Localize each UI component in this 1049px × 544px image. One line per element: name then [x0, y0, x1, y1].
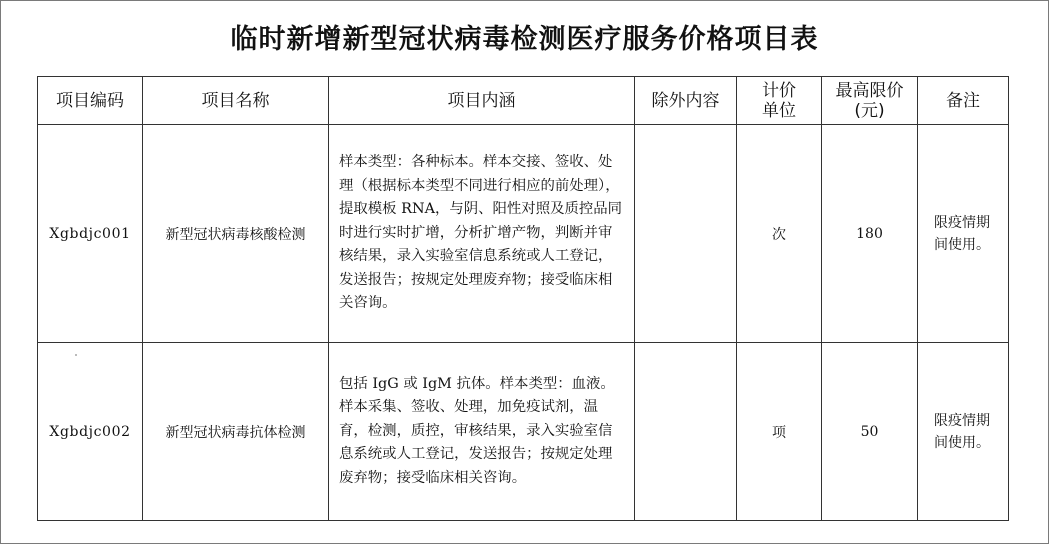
cell-content: 样本类型：各种标本。样本交接、签收、处理（根据标本类型不同进行相应的前处理），提取模板 RNA，与阴、阳性对照及质控品同时进行实时扩增，分析扩增产物，判断并审核结果，录入实验室信息系统或人工登记，发送报告；按规定处理废弃物；接受临床相关咨询。 — [329, 125, 635, 343]
cell-remark — [918, 343, 1009, 521]
price-table — [37, 76, 1009, 521]
cell-remark-line1: 限疫情期 — [934, 214, 990, 231]
table-row — [38, 125, 1009, 343]
header-name: 项目名称 — [143, 77, 329, 125]
cell-name: 新型冠状病毒核酸检测 — [143, 125, 329, 343]
header-content: 项目内涵 — [329, 77, 635, 125]
cell-price: 50 — [822, 343, 918, 521]
cell-code: Xgbdjc002 — [38, 343, 143, 521]
cell-exclusions — [635, 343, 737, 521]
cell-remark-line1: 限疫情期 — [934, 412, 990, 429]
header-code: 项目编码 — [38, 77, 143, 125]
cell-unit: 项 — [737, 343, 822, 521]
header-price-line2: (元) — [854, 100, 885, 121]
cell-price: 180 — [822, 125, 918, 343]
cell-name: 新型冠状病毒抗体检测 — [143, 343, 329, 521]
table-row — [38, 343, 1009, 521]
cell-content: 包括 IgG 或 IgM 抗体。样本类型：血液。样本采集、签收、处理，加免疫试剂，温育，检测，质控，审核结果，录入实验室信息系统或人工登记，发送报告；按规定处理废弃物；接受临床相关咨询。 — [329, 343, 635, 521]
header-unit — [737, 77, 822, 125]
cell-remark-line2: 间使用。 — [934, 236, 990, 253]
header-exclusions: 除外内容 — [635, 77, 737, 125]
header-unit-line2: 单位 — [762, 100, 796, 121]
header-price — [822, 77, 918, 125]
header-remark: 备注 — [918, 77, 1009, 125]
cell-code: Xgbdjc001 — [38, 125, 143, 343]
table-header-row — [38, 77, 1009, 125]
page-title: 临时新增新型冠状病毒检测医疗服务价格项目表 — [230, 24, 819, 55]
cell-unit: 次 — [737, 125, 822, 343]
header-price-line1: 最高限价 — [835, 80, 904, 101]
cell-remark — [918, 125, 1009, 343]
header-unit-line1: 计价 — [762, 80, 796, 101]
cell-remark-line2: 间使用。 — [934, 434, 990, 451]
cell-exclusions — [635, 125, 737, 343]
